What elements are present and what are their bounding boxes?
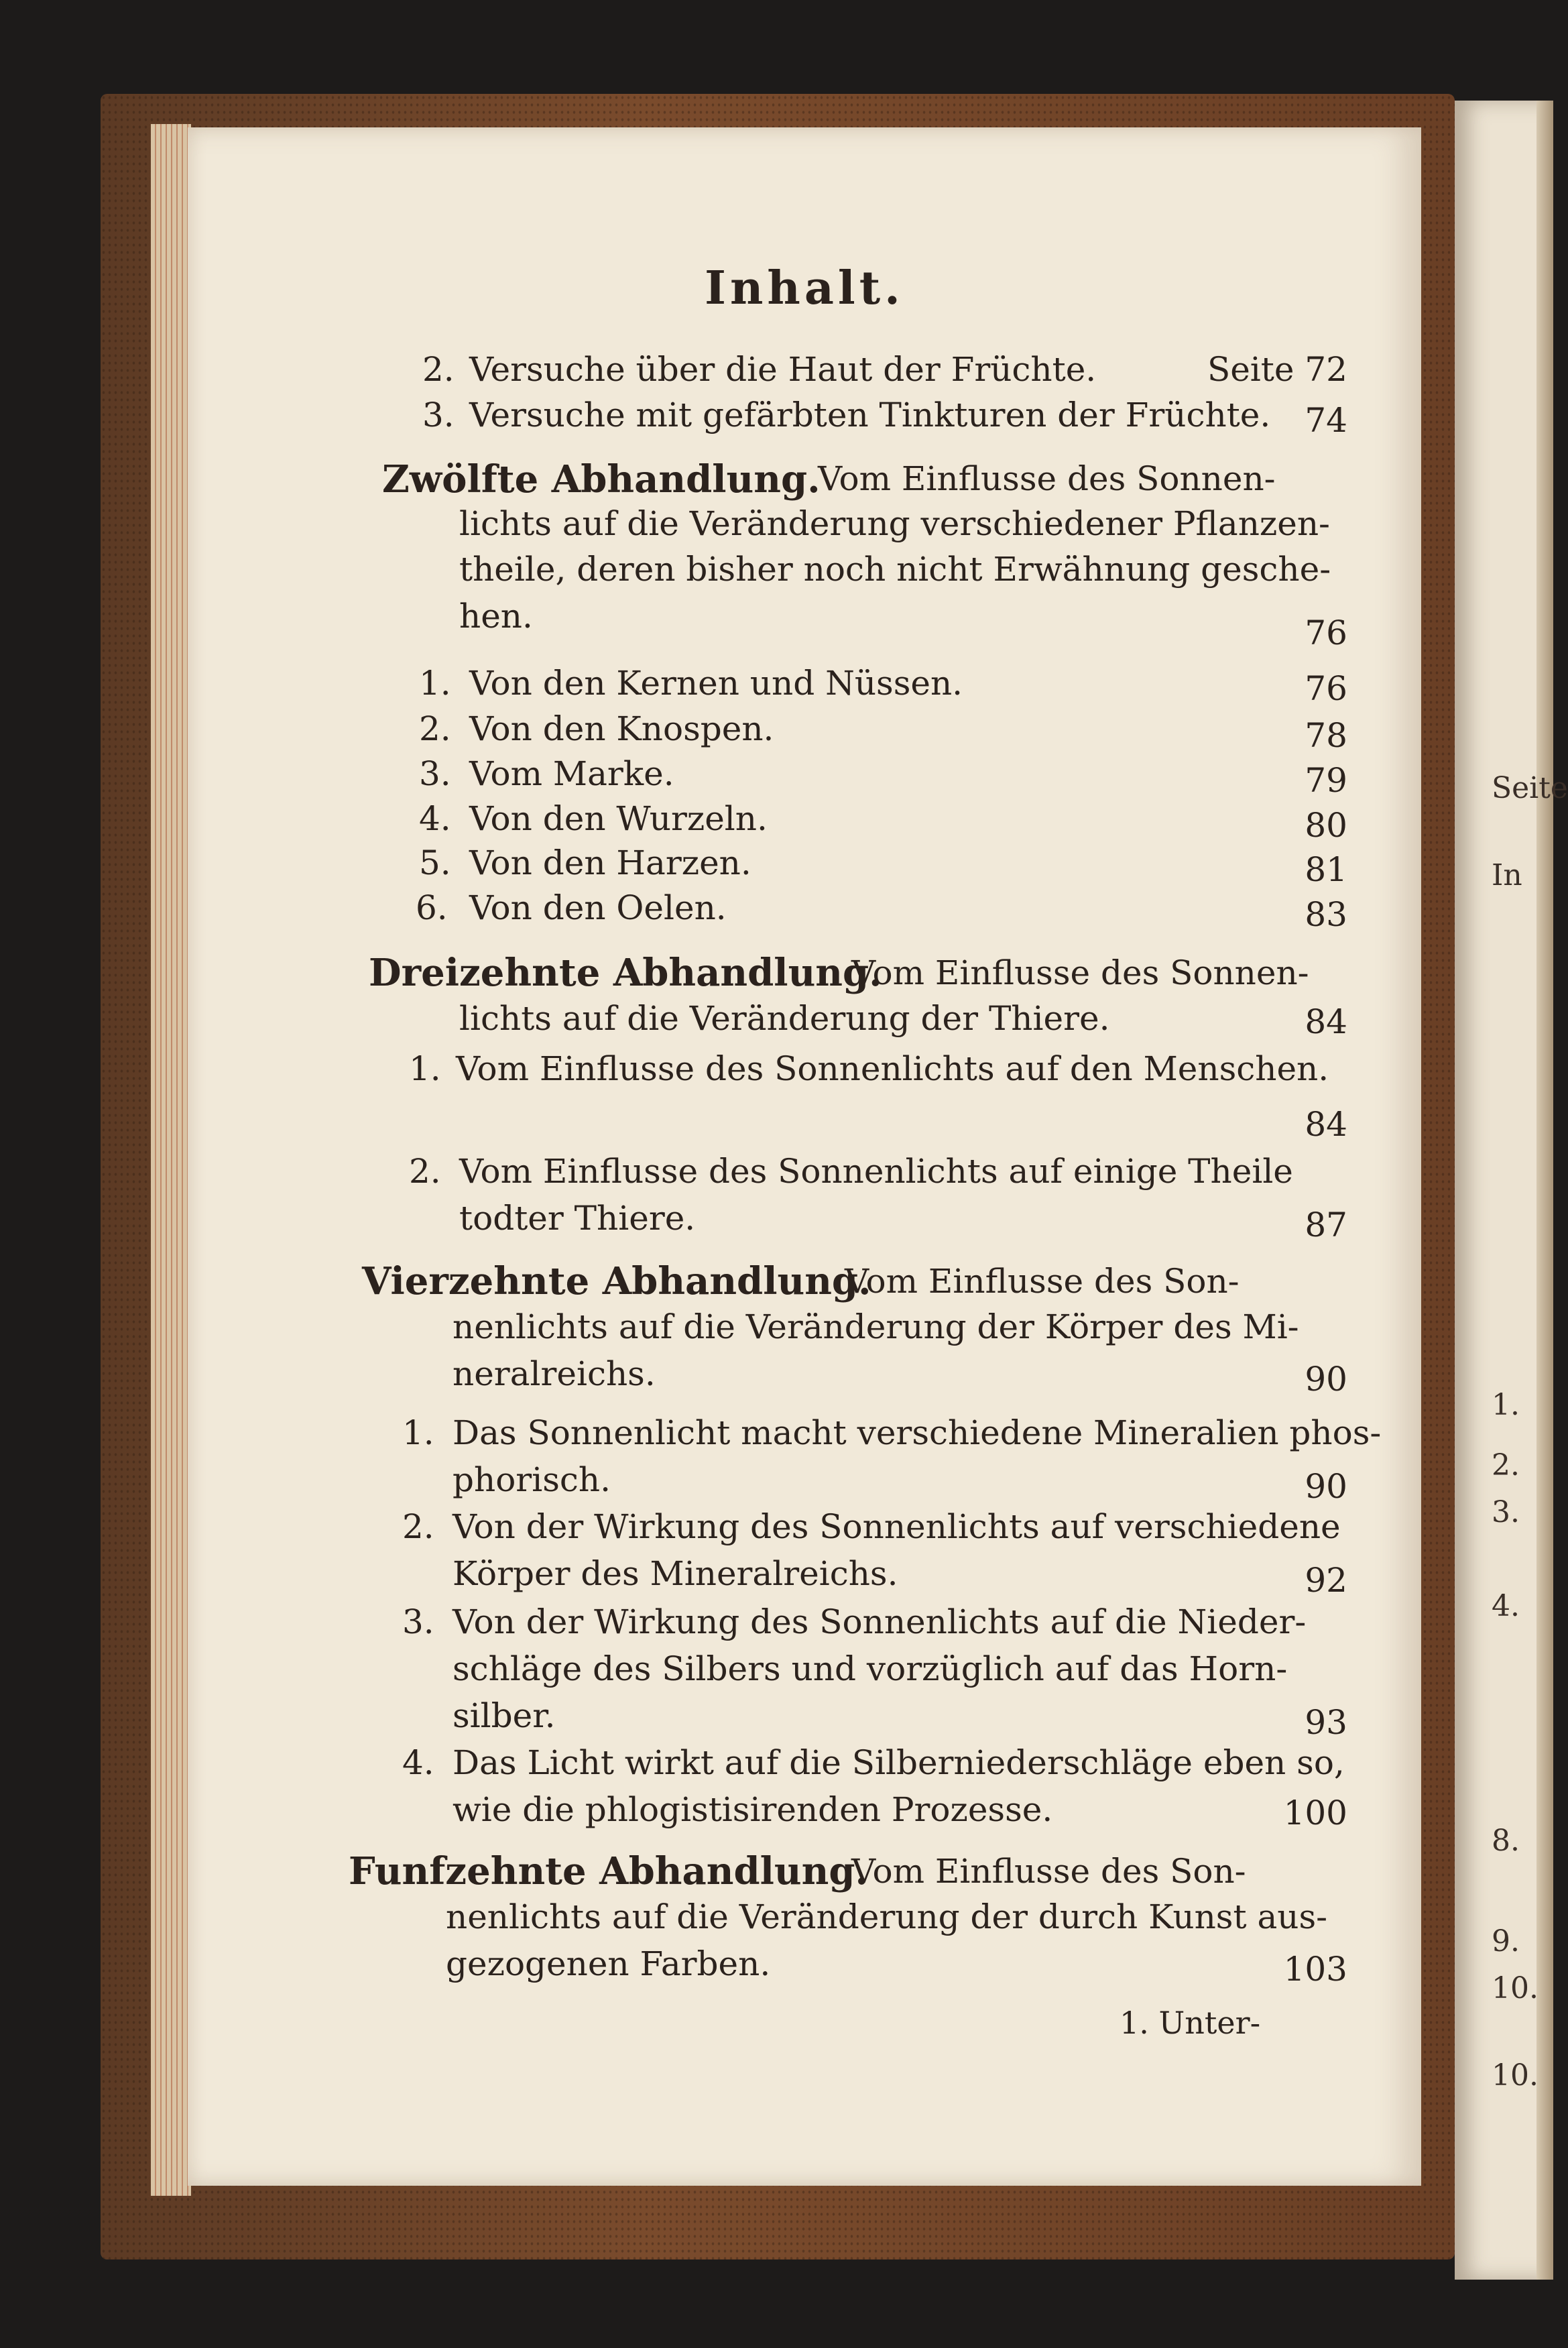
toc-page-number: 80 (1305, 806, 1347, 845)
toc-entry-number: 5. (419, 843, 451, 882)
toc-heading: Dreizehnte Abhandlung. (369, 951, 882, 995)
toc-entry-line: nenlichts auf die Veränderung der durch Kunst aus- (446, 1897, 1328, 1936)
toc-entry-line: Von den Wurzeln. (469, 799, 768, 838)
toc-entry-number: 3. (422, 396, 455, 434)
page-title: Inhalt. (705, 261, 904, 315)
table-of-contents (188, 127, 1421, 2186)
toc-entry-number: 3. (402, 1602, 434, 1641)
toc-page-number: 90 (1305, 1467, 1347, 1506)
facing-page-fragment: Seite (1492, 771, 1568, 805)
facing-page-fragment: 2. (1492, 1448, 1520, 1482)
toc-entry-line: Das Sonnenlicht macht verschiedene Mineralien phos- (453, 1413, 1382, 1452)
toc-page-number: Seite 72 (1207, 350, 1347, 389)
toc-entry-line: Vom Einflusse des Son- (845, 1262, 1240, 1301)
facing-page-fragment: 4. (1492, 1589, 1520, 1623)
toc-entry-line: Von der Wirkung des Sonnenlichts auf verschiedene (453, 1507, 1341, 1546)
toc-entry-number: 1. (419, 664, 451, 703)
facing-page-fragment: 9. (1492, 1924, 1520, 1958)
toc-entry-number: 4. (419, 799, 451, 838)
facing-page-fragment: 10. (1492, 2058, 1539, 2093)
toc-page-number: 84 (1305, 1002, 1347, 1041)
toc-entry-line: Vom Marke. (469, 754, 674, 793)
toc-page-number: 93 (1305, 1703, 1347, 1742)
toc-heading: Zwölfte Abhandlung. (382, 457, 821, 502)
toc-page-number: 103 (1283, 1950, 1347, 1989)
toc-entry-line: silber. (453, 1696, 556, 1735)
toc-entry-line: Vom Einflusse des Son- (851, 1852, 1246, 1891)
toc-page-number: 74 (1305, 401, 1347, 440)
toc-entry-line: Vom Einflusse des Sonnen- (851, 953, 1309, 992)
facing-page-fragment: 3. (1492, 1495, 1520, 1529)
toc-page-number: 79 (1305, 761, 1347, 800)
toc-entry-line: Von der Wirkung des Sonnenlichts auf die Nieder- (453, 1602, 1307, 1641)
toc-entry-line: neralreichs. (453, 1354, 656, 1393)
toc-entry-number: 2. (419, 709, 451, 748)
toc-entry-number: 1. (402, 1413, 434, 1452)
toc-page-number: 81 (1305, 850, 1347, 889)
toc-entry-line: Vom Einflusse des Sonnenlichts auf den Menschen. (456, 1049, 1329, 1088)
toc-entry-number: 6. (416, 888, 448, 927)
toc-entry-line: Von den Oelen. (469, 888, 727, 927)
toc-entry-line: Von den Knospen. (469, 709, 774, 748)
toc-page-number: 76 (1305, 613, 1347, 652)
toc-entry-line: lichts auf die Veränderung der Thiere. (459, 999, 1110, 1038)
toc-page-number: 76 (1305, 669, 1347, 708)
toc-entry-line: Das Licht wirkt auf die Silberniederschläge eben so, (453, 1743, 1345, 1782)
toc-entry-line: hen. (459, 597, 533, 636)
toc-page-number: 78 (1305, 716, 1347, 755)
toc-entry-line: Körper des Mineralreichs. (453, 1554, 898, 1593)
toc-page-number: 90 (1305, 1360, 1347, 1399)
toc-entry-number: 2. (402, 1507, 434, 1546)
toc-entry-line: Vom Einflusse des Sonnen- (818, 459, 1276, 498)
toc-entry-line: Vom Einflusse des Sonnenlichts auf einige Theile (459, 1152, 1293, 1191)
toc-page-number: 92 (1305, 1561, 1347, 1600)
toc-entry-line: gezogenen Farben. (446, 1944, 771, 1983)
toc-entry-line: Von den Kernen und Nüssen. (469, 664, 963, 703)
facing-page-fragment: 8. (1492, 1824, 1520, 1858)
toc-entry-line: todter Thiere. (459, 1199, 696, 1238)
facing-page-edge (1536, 101, 1553, 2280)
toc-entry-line: phorisch. (453, 1460, 611, 1499)
toc-entry-line: Versuche über die Haut der Früchte. (469, 350, 1097, 389)
facing-page-fragment: In (1492, 858, 1522, 892)
page-edges (151, 124, 191, 2196)
facing-page-fragment: 10. (1492, 1971, 1539, 2005)
toc-entry-number: 2. (409, 1152, 441, 1191)
toc-page-number: 83 (1305, 895, 1347, 934)
toc-page-number: 100 (1283, 1794, 1347, 1832)
toc-entry-line: theile, deren bisher noch nicht Erwähnung gesche- (459, 550, 1331, 589)
toc-entry-number: 4. (402, 1743, 434, 1782)
facing-page-fragment: 1. (1492, 1388, 1520, 1422)
toc-entry-line: Von den Harzen. (469, 843, 751, 882)
toc-entry-line: lichts auf die Veränderung verschiedener Pflanzen- (459, 504, 1330, 543)
toc-entry-line: Versuche mit gefärbten Tinkturen der Früchte. (469, 396, 1271, 434)
toc-heading: Funfzehnte Abhandlung. (349, 1849, 868, 1893)
toc-entry-number: 2. (422, 350, 455, 389)
book-page (188, 127, 1421, 2186)
toc-entry-number: 3. (419, 754, 451, 793)
catchword: 1. Unter- (1120, 2005, 1261, 2041)
toc-entry-line: nenlichts auf die Veränderung der Körper des Mi- (453, 1307, 1299, 1346)
facing-page (1455, 101, 1568, 2280)
toc-entry-number: 1. (409, 1049, 441, 1088)
toc-entry-line: wie die phlogistisirenden Prozesse. (453, 1790, 1053, 1829)
toc-page-number: 87 (1305, 1206, 1347, 1244)
toc-heading: Vierzehnte Abhandlung. (362, 1259, 871, 1303)
toc-page-number: 84 (1305, 1105, 1347, 1144)
toc-entry-line: schläge des Silbers und vorzüglich auf das Horn- (453, 1649, 1288, 1688)
